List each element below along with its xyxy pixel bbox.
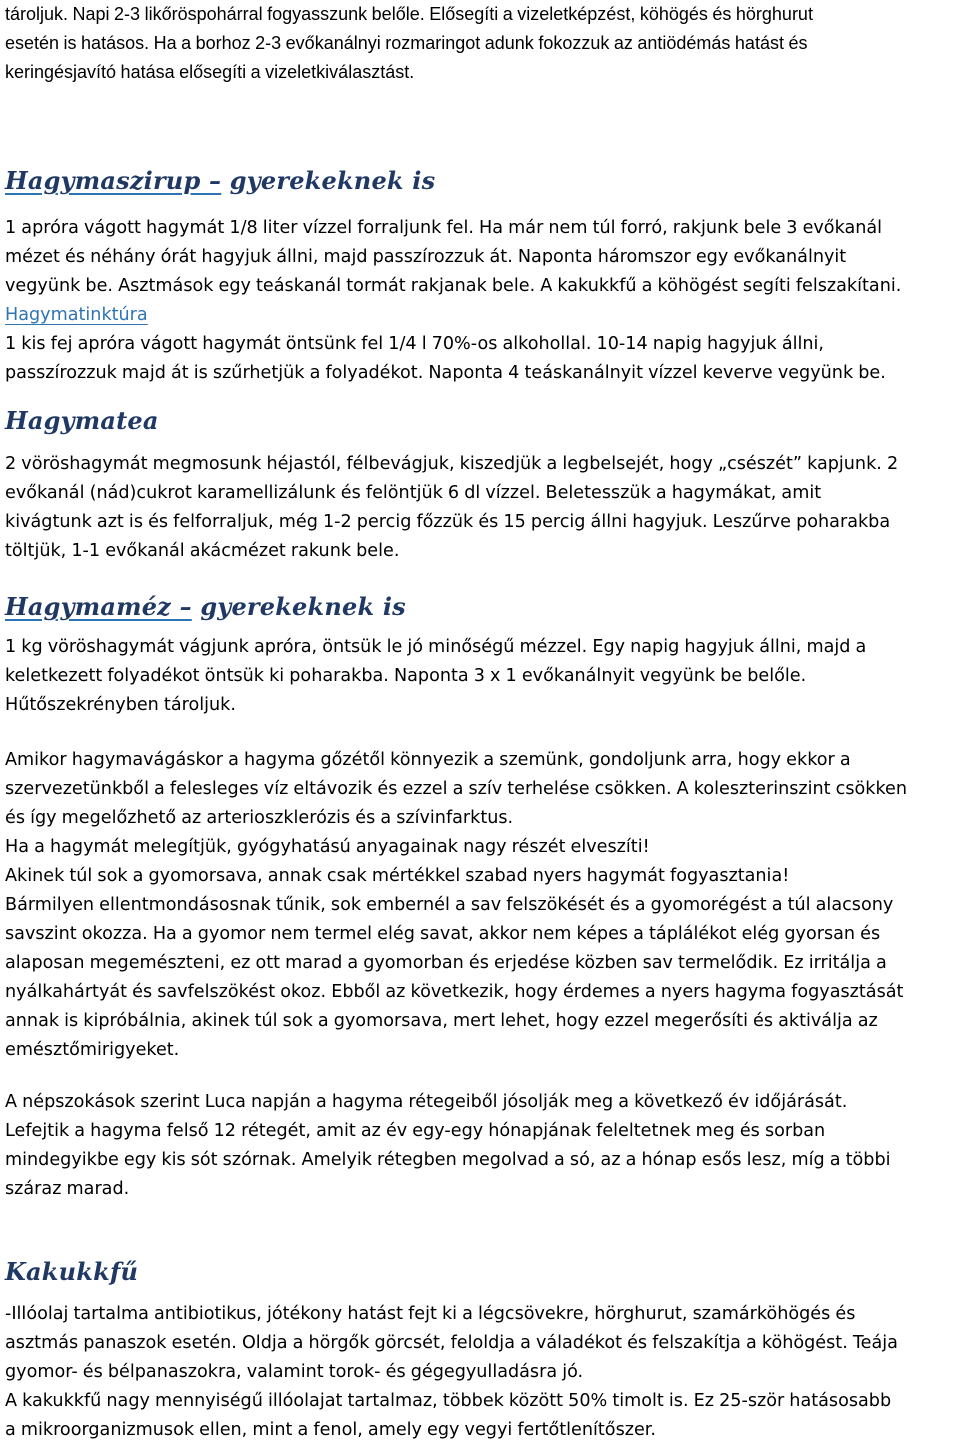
text-line: Akinek túl sok a gyomorsava, annak csak mértékkel szabad nyers hagymát fogyasztania! xyxy=(5,866,790,886)
text-line: 1 kis fej apróra vágott hagymát öntsünk fel 1/4 l 70%-os alkohollal. 10-14 napig hagyjuk állni, xyxy=(5,334,825,354)
subheading-hagymatinktura: Hagymatinktúra xyxy=(5,305,148,325)
text-line: esetén is hatásos. Ha a borhoz 2-3 evőkanálnyi rozmaringot adunk fokozzuk az antiödémás hatást és xyxy=(5,33,808,53)
text-line: 2 vöröshagymát megmosunk héjastól, félbevágjuk, kiszedjük a legbelsejét, hogy „csészét” kapjunk. 2 xyxy=(5,454,899,474)
text-line: kivágtunk azt is és felforraljuk, még 1-2 percig főzzük és 15 percig állni hagyjuk. Leszűrve poharakba xyxy=(5,512,891,532)
text-line: gyomor- és bélpanaszokra, valamint torok- és gégegyulladásra jó. xyxy=(5,1362,584,1382)
text-line: keringésjavító hatása elősegíti a vizeletkiválasztást. xyxy=(5,62,415,82)
heading-main: Hagymaméz xyxy=(5,592,171,621)
text-line: keletkezett folyadékot öntsük ki poharakba. Naponta 3 x 1 evőkanálnyit vegyünk be belőle. xyxy=(5,666,807,686)
text-line: A kakukkfű nagy mennyiségű illóolajat tartalmaz, többek között 50% timolt is. Ez 25-ször hatásosabb xyxy=(5,1391,892,1411)
text-line: száraz marad. xyxy=(5,1179,130,1199)
text-line: emésztőmirigyeket. xyxy=(5,1040,180,1060)
paragraph-kakukkfu xyxy=(5,1300,960,1445)
text-line: vegyünk be. Asztmások egy teáskanál tormát rakjanak bele. A kakukkfű a köhögést segíti felszakítani. xyxy=(5,276,902,296)
text-line: passzírozzuk majd át is szűrhetjük a folyadékot. Naponta 4 teáskanálnyit vízzel keverve vegyünk be. xyxy=(5,363,886,383)
text-line: töltjük, 1-1 evőkanál akácmézet rakunk bele. xyxy=(5,541,400,561)
text-line: evőkanál (nád)cukrot karamellizálunk és felöntjük 6 dl vízzel. Beletesszük a hagymákat, amit xyxy=(5,483,822,503)
text-line: Lefejtik a hagyma felső 12 rétegét, amit az év egy-egy hónapjának feleltetnek meg és sorban xyxy=(5,1121,826,1141)
text-line: Hűtőszekrényben tároljuk. xyxy=(5,695,236,715)
text-line: -Illóolaj tartalma antibiotikus, jótékony hatást fejt ki a légcsövekre, hörghurut, szamárköhögés és xyxy=(5,1304,856,1324)
paragraph-amikor xyxy=(5,746,960,1065)
heading-rest: gyerekeknek is xyxy=(221,166,436,195)
text-line: asztmás panaszok esetén. Oldja a hörgők görcsét, feloldja a váladékot és felszakítja a köhögést. Teája xyxy=(5,1333,898,1353)
text-line: tároljuk. Napi 2-3 likőröspohárral fogyasszunk belőle. Elősegíti a vizeletképzést, köhögés és hörghurut xyxy=(5,4,813,24)
text-line: savszint okozza. Ha a gyomor nem termel elég savat, akkor nem képes a táplálékot elég gyorsan és xyxy=(5,924,881,944)
text-line: szervezetünkből a felesleges víz eltávozik és ezzel a szív terhelése csökken. A koleszterinszint csökken xyxy=(5,779,907,799)
text-line: annak is kipróbálnia, akinek túl sok a gyomorsava, mert lehet, hogy ezzel megerősíti és aktiválja az xyxy=(5,1011,878,1031)
paragraph-luca xyxy=(5,1088,960,1204)
paragraph-hagymamez xyxy=(5,633,960,720)
intro-paragraph xyxy=(5,0,960,87)
text-line: A népszokások szerint Luca napján a hagyma rétegeiből jósolják meg a következő év időjárását. xyxy=(5,1092,848,1112)
text-line: mindegyikbe egy kis sót szórnak. Amelyik rétegben megolvad a só, az a hónap esős lesz, míg a többi xyxy=(5,1150,891,1170)
heading-hagymamez: Hagymaméz – gyerekeknek is xyxy=(5,592,406,621)
heading-rest: gyerekeknek is xyxy=(191,592,406,621)
text-line: a mikroorganizmusok ellen, mint a fenol, amely egy vegyi fertőtlenítőszer. xyxy=(5,1420,657,1440)
text-line: nyálkahártyát és savfelszökést okoz. Ebből az következik, hogy érdemes a nyers hagyma fogyasztását xyxy=(5,982,904,1002)
heading-hagymaszirup: Hagymaszirup – gyerekeknek is xyxy=(5,166,436,195)
text-line: Bármilyen ellentmondásosnak tűnik, sok embernél a sav felszökését és a gyomorégést a túl alacsony xyxy=(5,895,894,915)
paragraph-hagymaszirup xyxy=(5,214,960,388)
text-line: 1 apróra vágott hagymát 1/8 liter vízzel forraljunk fel. Ha már nem túl forró, rakjunk bele 3 evőkanál xyxy=(5,218,883,238)
text-line: és így megelőzhető az arterioszklerózis és a szívinfarktus. xyxy=(5,808,514,828)
heading-hagymatea: Hagymatea xyxy=(5,406,159,435)
text-line: 1 kg vöröshagymát vágjunk apróra, öntsük le jó minőségű mézzel. Egy napig hagyjuk állni, majd a xyxy=(5,637,867,657)
text-line: mézet és néhány órát hagyjuk állni, majd passzírozzuk át. Naponta háromszor egy evőkanálnyit xyxy=(5,247,847,267)
text-line: Amikor hagymavágáskor a hagyma gőzétől könnyezik a szemünk, gondoljunk arra, hogy ekkor a xyxy=(5,750,851,770)
text-line: alaposan megemészteni, ez ott marad a gyomorban és erjedése közben sav termelődik. Ez irritálja a xyxy=(5,953,887,973)
text-line: Ha a hagymát melegítjük, gyógyhatású anyagainak nagy részét elveszíti! xyxy=(5,837,650,857)
paragraph-hagymatea xyxy=(5,450,960,566)
heading-main: Hagymaszirup xyxy=(5,166,201,195)
heading-kakukkfu: Kakukkfű xyxy=(5,1257,139,1286)
